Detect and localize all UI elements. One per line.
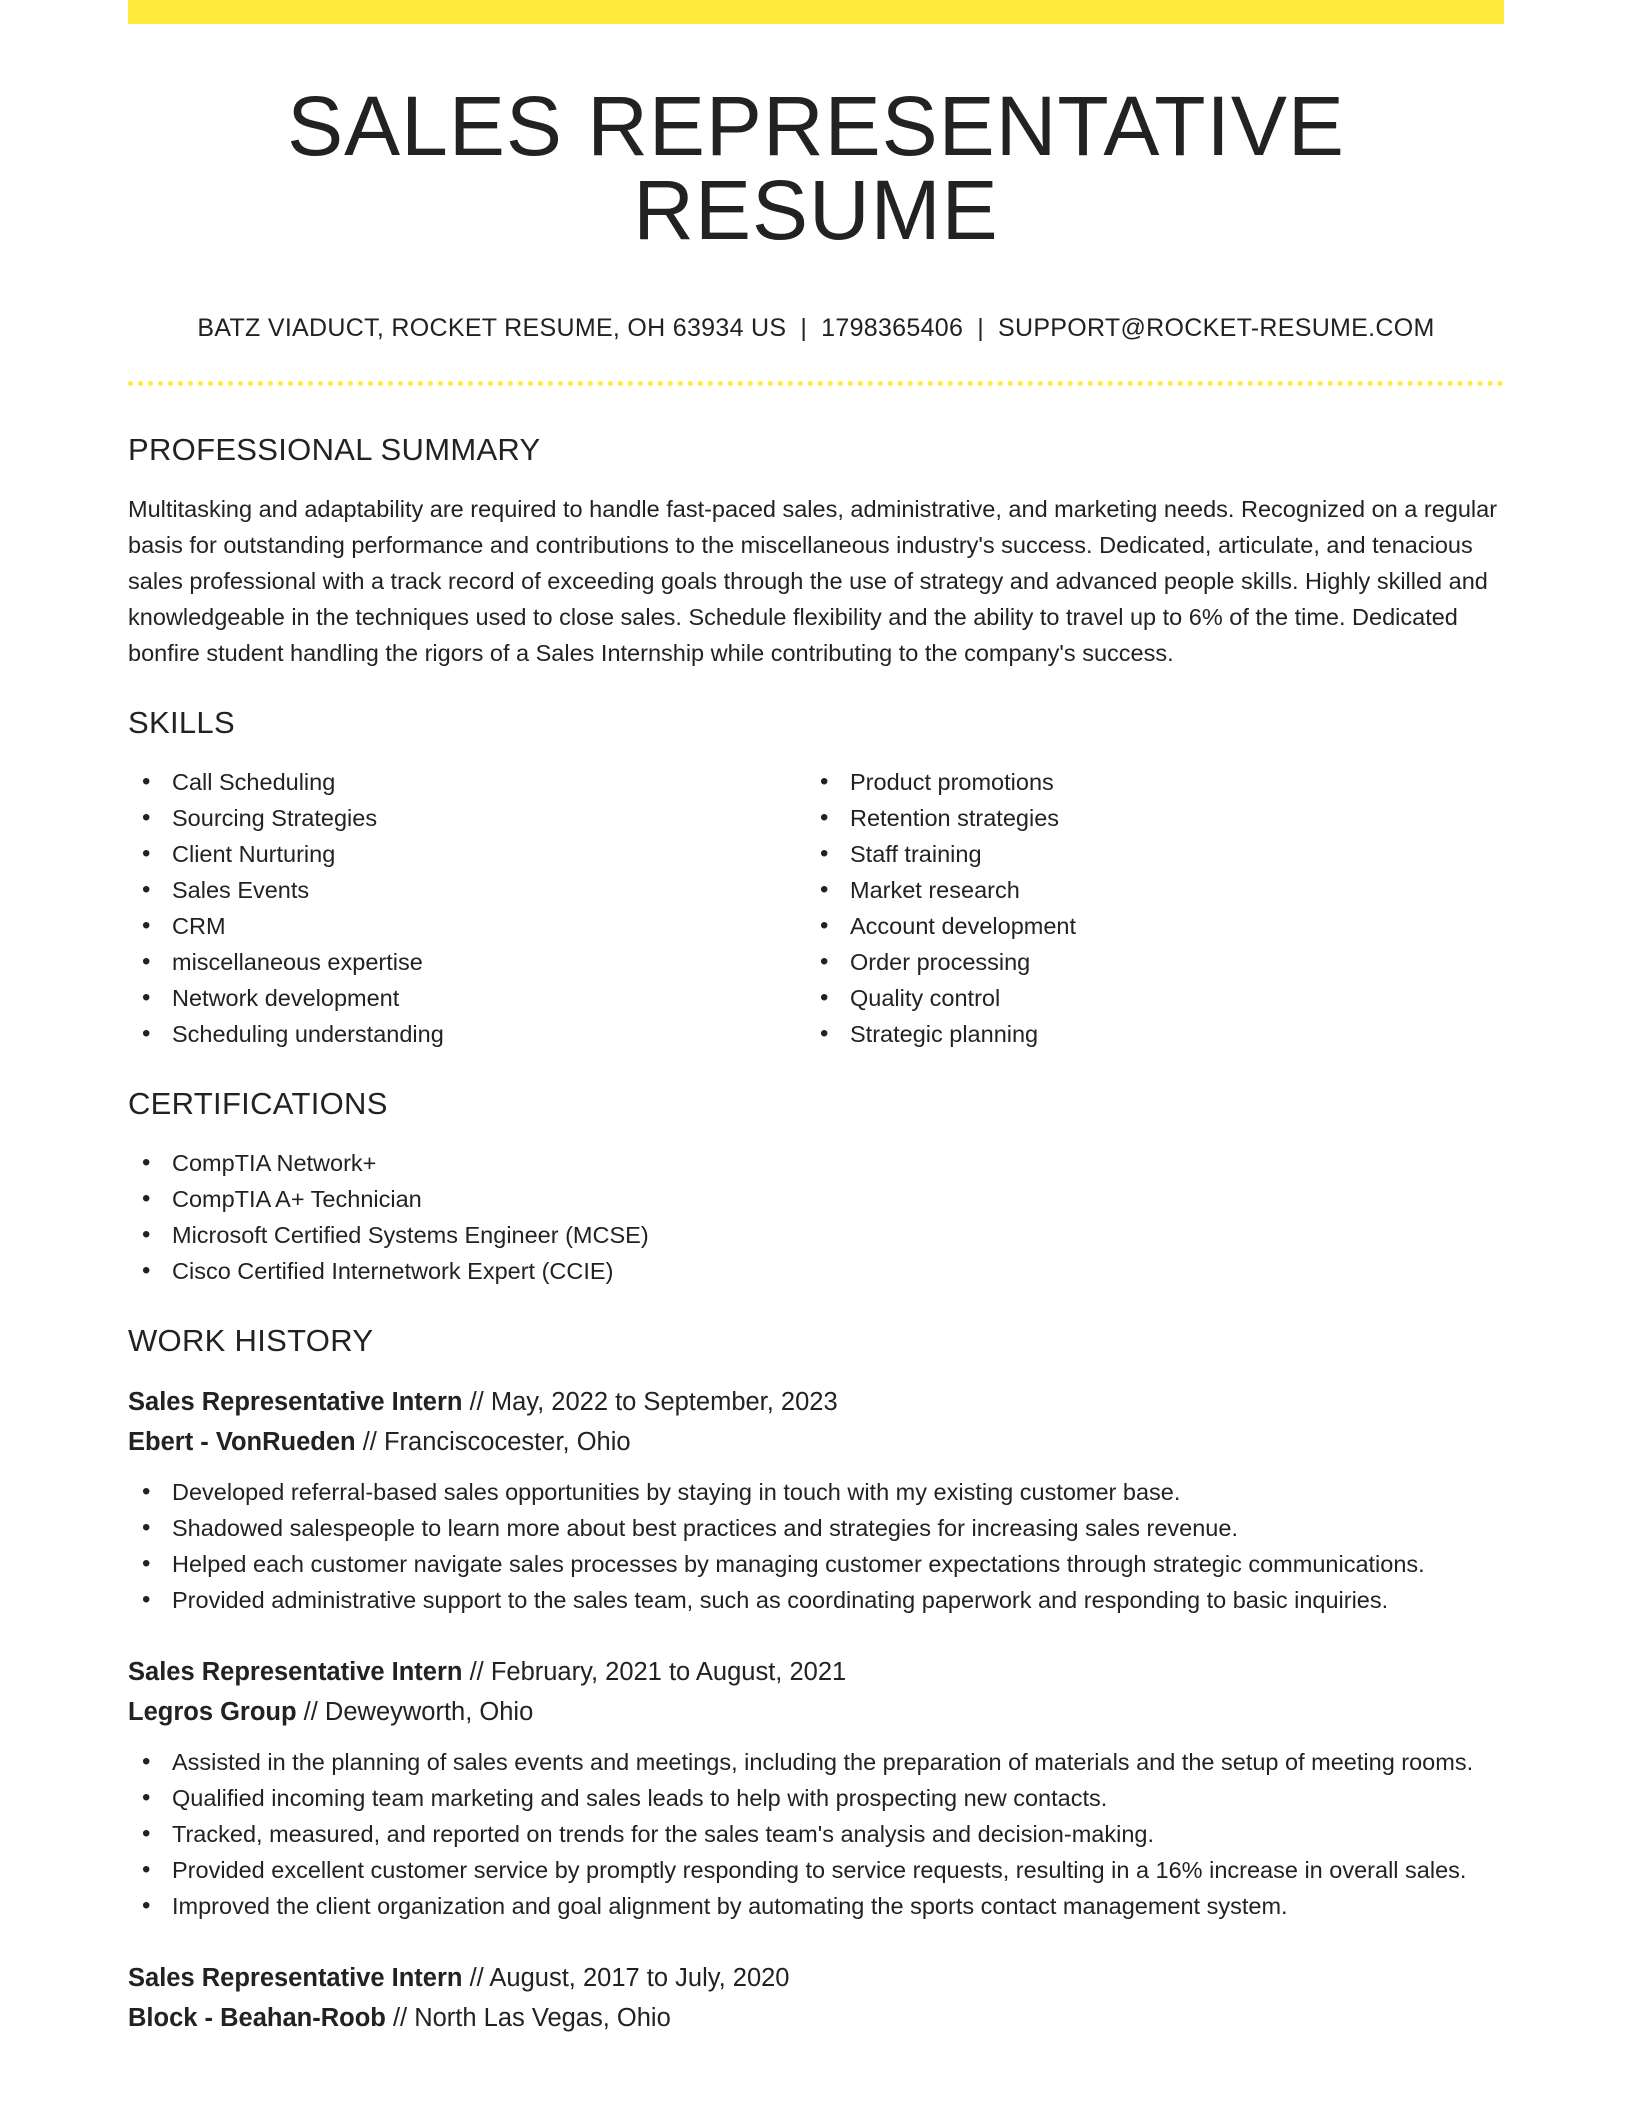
skill-item: • Quality control [806,980,1484,1016]
certification-item: • Microsoft Certified Systems Engineer (MCSE) [128,1217,1504,1253]
job-company: Block - Beahan-Roob [128,2004,386,2032]
job-location: // Franciscocester, Ohio [355,1428,631,1456]
job-dates: // August, 2017 to July, 2020 [462,1964,790,1992]
job-bullet: • Shadowed salespeople to learn more about best practices and strategies for increasing sales revenue. [128,1510,1504,1546]
resume-title: SALES REPRESENTATIVE RESUME [287,79,1345,257]
skill-item: • Retention strategies [806,800,1484,836]
job-title-line [128,1958,1504,1998]
email: SUPPORT@ROCKET-RESUME.COM [998,314,1435,342]
job-bullet: • Helped each customer navigate sales processes by managing customer expectations through strategic communications. [128,1546,1504,1582]
skill-item: • Product promotions [806,764,1484,800]
certification-item: • CompTIA A+ Technician [128,1181,1504,1217]
dotted-divider [128,381,1504,386]
job-bullets [128,1744,1504,1924]
address: BATZ VIADUCT, ROCKET RESUME, OH 63934 US [197,314,787,342]
phone: 1798365406 [821,314,964,342]
accent-bar [128,0,1504,24]
certification-item: • CompTIA Network+ [128,1145,1504,1181]
job-role: Sales Representative Intern [128,1658,463,1686]
job-bullet: • Developed referral-based sales opportunities by staying in touch with my existing customer base. [128,1474,1504,1510]
skill-item: • Sales Events [128,872,806,908]
skills-heading: SKILLS [128,705,235,740]
skill-item: • CRM [128,908,806,944]
job-company-line [128,1998,1504,2038]
job-bullet: • Qualified incoming team marketing and sales leads to help with prospecting new contacts. [128,1780,1504,1816]
skill-item: • Client Nurturing [128,836,806,872]
summary-heading: PROFESSIONAL SUMMARY [128,432,541,467]
job-bullet: • Provided administrative support to the sales team, such as coordinating paperwork and responding to basic inquiries. [128,1582,1504,1618]
job-role: Sales Representative Intern [128,1388,463,1416]
skills-list [128,764,1504,1052]
job-bullets [128,1474,1504,1618]
summary-text: Multitasking and adaptability are required to handle fast-paced sales, administrative, and marketing needs. Recognized on a regular basis for outstanding performance and contributions to the miscellaneous industry's success. Dedicated, articulate, and tenacious sales professional with a track record of exceeding goals through the use of strategy and advanced people skills. Highly skilled and knowledgeable in the techniques used to close sales. Schedule flexibility and the ability to travel up to 6% of the time. Dedicated bonfire student handling the rigors of a Sales Internship while contributing to the company's success. [128,496,1498,666]
job-bullet: • Provided excellent customer service by promptly responding to service requests, resulting in a 16% increase in overall sales. [128,1852,1504,1888]
job-entry [128,1652,1504,1924]
skill-item: • Order processing [806,944,1484,980]
job-bullet: • Tracked, measured, and reported on trends for the sales team's analysis and decision-making. [128,1816,1504,1852]
job-entry [128,1382,1504,1618]
skill-item: • Account development [806,908,1484,944]
skill-item: • Network development [128,980,806,1016]
certifications-heading: CERTIFICATIONS [128,1086,388,1121]
skill-item: • Sourcing Strategies [128,800,806,836]
skill-item: • Staff training [806,836,1484,872]
skill-item: • Scheduling understanding [128,1016,806,1052]
contact-separator: | [800,314,808,342]
job-role: Sales Representative Intern [128,1964,463,1992]
job-company-line [128,1422,1504,1462]
contact-separator: | [977,314,984,342]
job-dates: // February, 2021 to August, 2021 [462,1658,847,1686]
skill-item: • Call Scheduling [128,764,806,800]
certification-item: • Cisco Certified Internetwork Expert (CCIE) [128,1253,1504,1289]
resume-page [128,0,1504,2038]
certifications-list [128,1145,1504,1289]
job-company: Legros Group [128,1698,297,1726]
skills-column-left [128,764,806,1052]
job-location: // North Las Vegas, Ohio [385,2004,671,2032]
skill-item: • Strategic planning [806,1016,1484,1052]
job-company-line [128,1692,1504,1732]
job-location: // Deweyworth, Ohio [296,1698,534,1726]
job-title-line [128,1382,1504,1422]
job-title-line [128,1652,1504,1692]
job-bullet: • Assisted in the planning of sales events and meetings, including the preparation of materials and the setup of meeting rooms. [128,1744,1504,1780]
skill-item: • Market research [806,872,1484,908]
work-history-heading: WORK HISTORY [128,1323,374,1358]
skill-item: • miscellaneous expertise [128,944,806,980]
job-company: Ebert - VonRueden [128,1428,356,1456]
skills-column-right [806,764,1484,1052]
contact-line [128,316,1504,341]
job-dates: // May, 2022 to September, 2023 [462,1388,838,1416]
job-entry [128,1958,1504,2038]
job-bullet: • Improved the client organization and goal alignment by automating the sports contact management system. [128,1888,1504,1924]
